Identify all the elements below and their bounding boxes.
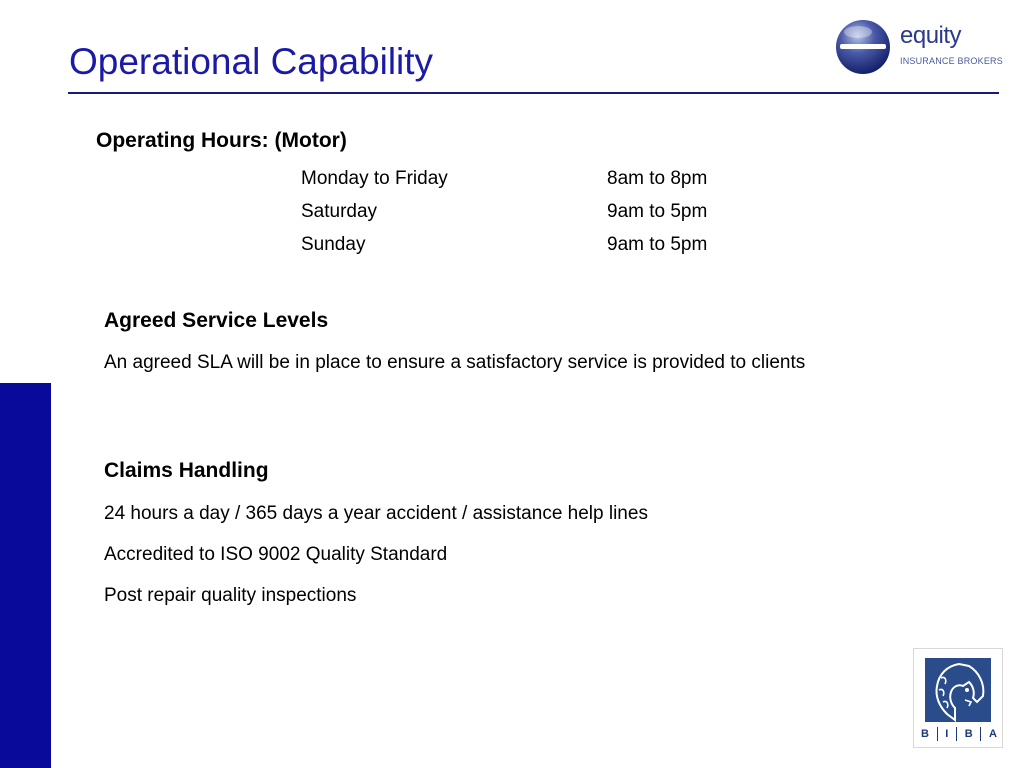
claims-item: Accredited to ISO 9002 Quality Standard bbox=[104, 544, 448, 565]
claims-item: 24 hours a day / 365 days a year accident / assistance help lines bbox=[104, 503, 648, 524]
left-accent-bar bbox=[0, 383, 51, 768]
biba-letter: B bbox=[964, 728, 973, 740]
hours-day: Sunday bbox=[301, 234, 366, 255]
biba-separator bbox=[980, 727, 981, 741]
slide-title: Operational Capability bbox=[69, 41, 434, 82]
hours-day: Monday to Friday bbox=[301, 168, 448, 189]
biba-badge bbox=[913, 648, 1003, 748]
title-divider bbox=[68, 92, 999, 94]
hours-day: Saturday bbox=[301, 201, 378, 222]
service-levels-body: An agreed SLA will be in place to ensure a satisfactory service is provided to clients bbox=[104, 352, 806, 373]
biba-letter: A bbox=[989, 728, 997, 740]
biba-separator bbox=[937, 727, 938, 741]
biba-separator bbox=[956, 727, 957, 741]
equity-tagline: INSURANCE BROKERS bbox=[900, 56, 1003, 66]
biba-letters bbox=[921, 725, 997, 743]
hours-time: 8am to 8pm bbox=[607, 168, 708, 189]
biba-letter: B bbox=[921, 728, 929, 740]
claims-heading: Claims Handling bbox=[104, 459, 269, 482]
biba-letter: I bbox=[945, 728, 949, 740]
hours-time: 9am to 5pm bbox=[607, 201, 708, 222]
lion-icon bbox=[925, 658, 991, 722]
hours-time: 9am to 5pm bbox=[607, 234, 708, 255]
service-levels-heading: Agreed Service Levels bbox=[104, 309, 329, 332]
equity-logo bbox=[834, 18, 1004, 78]
equity-wordmark: equity bbox=[900, 22, 962, 49]
equity-orb-icon bbox=[834, 18, 892, 76]
operating-hours-heading: Operating Hours: (Motor) bbox=[96, 129, 347, 152]
claims-item: Post repair quality inspections bbox=[104, 585, 357, 606]
